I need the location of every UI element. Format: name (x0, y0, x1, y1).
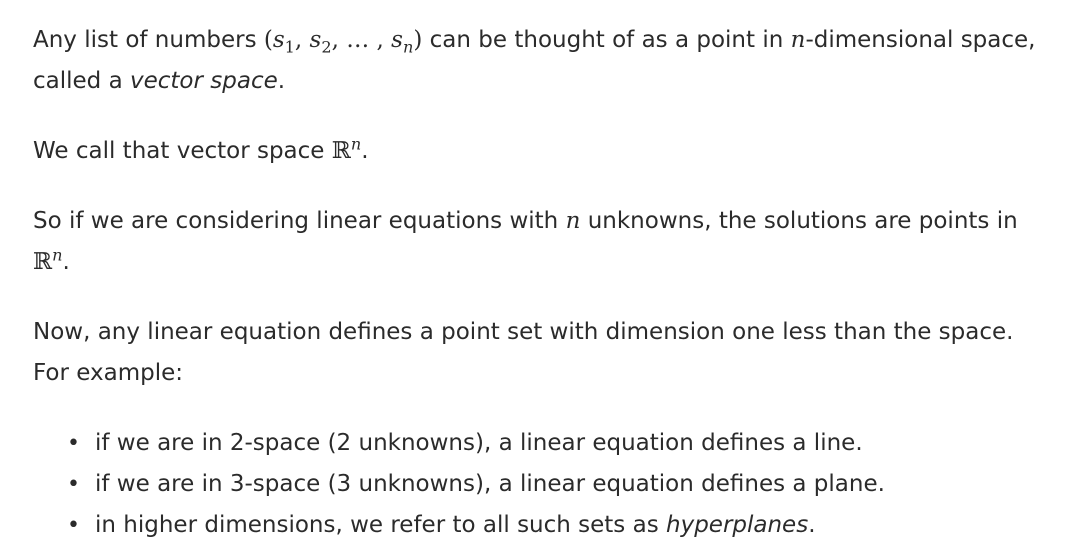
math-paren: ) (413, 27, 423, 53)
text: called a (33, 68, 130, 94)
bullet-icon: • (67, 513, 80, 538)
bullet-list (33, 423, 1043, 546)
text: So if we are considering linear equations with (33, 208, 566, 234)
math-var: s (391, 27, 403, 53)
math-real-numbers: ℝ (33, 249, 53, 275)
math-tuple (263, 27, 423, 57)
text: . (62, 249, 70, 275)
document-body (33, 20, 1043, 546)
math-sep: , … , (331, 27, 392, 53)
text: . (361, 138, 369, 164)
list-item-text: in higher dimensions, we refer to all such sets as (95, 512, 666, 538)
math-var: s (309, 27, 322, 53)
math-real-numbers: ℝ (331, 138, 351, 164)
paragraph-rn (33, 131, 1043, 172)
math-var: n (565, 208, 581, 234)
text: can be thought of as a point in (422, 27, 791, 53)
math-sep: , (294, 27, 310, 53)
bullet-icon: • (67, 431, 80, 456)
list-item (67, 464, 1043, 505)
paragraph-dimension: Now, any linear equation defines a point set with dimension one less than the space. For example: (33, 319, 1014, 386)
math-sub: n (402, 37, 414, 57)
text: -dimensional space, (805, 27, 1036, 53)
math-sub: 1 (284, 37, 295, 57)
list-item (67, 505, 1043, 546)
paragraph-vector-space (33, 20, 1043, 102)
math-sup: n (350, 134, 362, 154)
list-item-text: if we are in 3-space (3 unknowns), a linear equation defines a plane. (95, 471, 885, 497)
list-item (67, 423, 1043, 464)
math-var: s (272, 27, 285, 53)
text: Any list of numbers (33, 27, 264, 53)
bullet-icon: • (67, 472, 80, 497)
emphasis-hyperplanes: hyperplanes (666, 512, 809, 538)
emphasis-vector-space: vector space (130, 68, 278, 94)
list-item-text: if we are in 2-space (2 unknowns), a linear equation defines a line. (95, 430, 863, 456)
math-var: n (790, 27, 806, 53)
text: . (277, 68, 286, 94)
math-sub: 2 (321, 37, 332, 57)
math-sup: n (52, 245, 63, 265)
paragraph-solutions (33, 201, 1043, 283)
text: We call that vector space (33, 138, 332, 164)
text: unknowns, the solutions are points in (580, 208, 1018, 234)
list-item-text: . (808, 512, 816, 538)
math-paren: ( (263, 27, 273, 53)
